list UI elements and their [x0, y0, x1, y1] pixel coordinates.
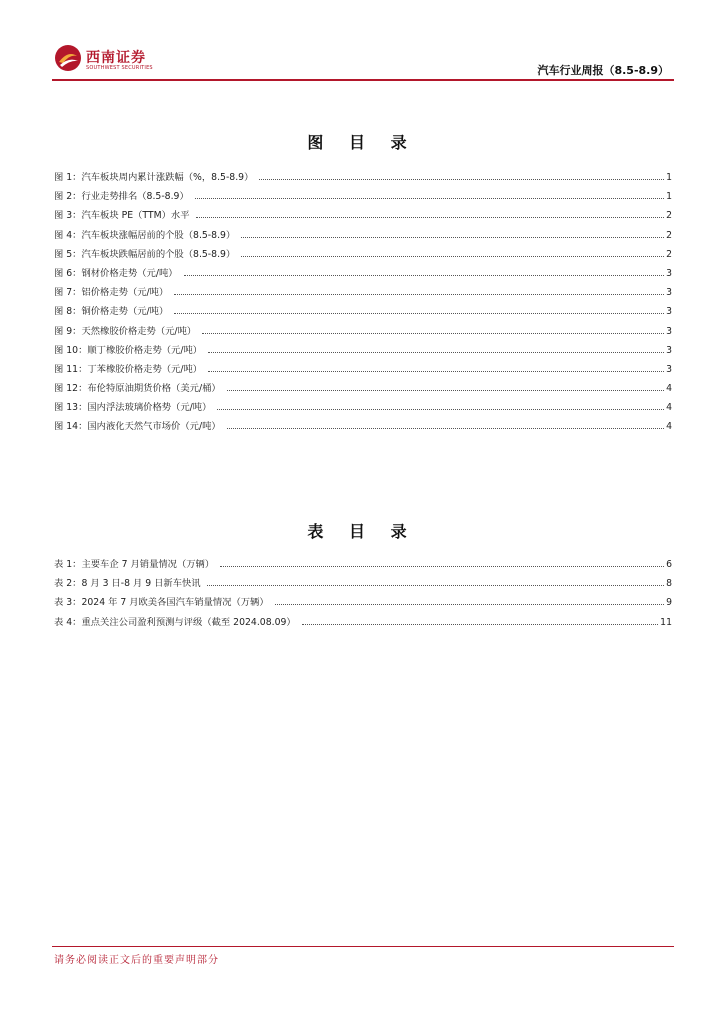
figure-toc-entry[interactable]	[54, 323, 672, 342]
figure-toc-entry[interactable]	[54, 361, 672, 380]
figure-toc-entry[interactable]	[54, 418, 672, 437]
dot-leader	[196, 216, 665, 218]
page-header	[0, 0, 724, 82]
figure-toc-entry-label: 图 14：国内液化天然气市场价（元/吨）	[54, 421, 221, 433]
dot-leader	[241, 255, 664, 257]
table-toc-entry-label: 表 3：2024 年 7 月欧美各国汽车销量情况（万辆）	[54, 597, 269, 609]
dot-leader	[195, 197, 664, 199]
dot-leader	[208, 351, 664, 353]
dot-leader	[174, 293, 664, 295]
dot-leader	[202, 332, 664, 334]
figure-toc-entry-page: 3	[666, 363, 672, 375]
figure-toc-entry-label: 图 3：汽车板块 PE（TTM）水平	[54, 210, 190, 222]
table-toc-entry-label: 表 1：主要车企 7 月销量情况（万辆）	[54, 559, 215, 570]
dot-leader	[217, 408, 664, 410]
figure-toc-entry-label: 图 9：天然橡胶价格走势（元/吨）	[54, 325, 197, 337]
table-toc-entry-page: 11	[660, 616, 672, 628]
figure-toc-entry[interactable]	[54, 399, 672, 418]
dot-leader	[275, 603, 664, 605]
figure-toc-entry-page: 2	[666, 229, 672, 241]
figure-toc-entry[interactable]	[54, 169, 672, 188]
tables-toc-list	[54, 556, 672, 633]
figure-toc-entry-label: 图 12：布伦特原油期货价格（美元/桶）	[54, 383, 221, 395]
figures-toc-title: 图 目 录	[307, 133, 417, 152]
figure-toc-entry-page: 2	[666, 210, 672, 222]
figure-toc-entry-page: 3	[666, 306, 672, 318]
figure-toc-entry-page: 2	[666, 248, 672, 260]
header-divider	[52, 79, 674, 81]
figure-toc-entry-label: 图 5：汽车板块跌幅居前的个股（8.5-8.9）	[54, 248, 236, 260]
figure-toc-entry[interactable]	[54, 265, 672, 284]
figure-toc-entry-page: 3	[666, 267, 672, 279]
figure-toc-entry-page: 3	[666, 287, 672, 299]
table-toc-entry[interactable]	[54, 614, 672, 633]
figure-toc-entry-label: 图 4：汽车板块涨幅居前的个股（8.5-8.9）	[54, 229, 236, 241]
figure-toc-entry-label: 图 1：汽车板块周内累计涨跌幅（%，8.5-8.9）	[54, 172, 254, 183]
table-toc-entry-label: 表 4：重点关注公司盈利预测与评级（截至 2024.08.09）	[54, 616, 296, 628]
figure-toc-entry[interactable]	[54, 188, 672, 207]
footer-divider	[52, 946, 674, 947]
figure-toc-entry[interactable]	[54, 246, 672, 265]
table-toc-entry-label: 表 2：8 月 3 日-8 月 9 日新车快讯	[54, 578, 201, 590]
figures-toc-list	[54, 169, 672, 438]
figure-toc-entry-label: 图 7：铝价格走势（元/吨）	[54, 287, 169, 299]
figure-toc-entry-label: 图 13：国内浮法玻璃价格势（元/吨）	[54, 402, 212, 414]
dot-leader	[208, 370, 664, 372]
dot-leader	[259, 178, 664, 180]
table-toc-entry-page: 6	[666, 559, 672, 570]
figure-toc-entry[interactable]	[54, 227, 672, 246]
figure-toc-entry-label: 图 10：顺丁橡胶价格走势（元/吨）	[54, 344, 203, 356]
disclaimer-note: 请务必阅读正文后的重要声明部分	[54, 955, 219, 966]
figure-toc-entry[interactable]	[54, 207, 672, 226]
figure-toc-entry[interactable]	[54, 342, 672, 361]
logo-text-cn: 西南证券	[86, 50, 146, 66]
figure-toc-entry-page: 3	[666, 325, 672, 337]
report-title: 汽车行业周报（8.5-8.9）	[537, 64, 669, 77]
figure-toc-entry-page: 4	[666, 421, 672, 433]
dot-leader	[302, 623, 658, 625]
figure-toc-entry-label: 图 11：丁苯橡胶价格走势（元/吨）	[54, 363, 203, 375]
figure-toc-entry[interactable]	[54, 380, 672, 399]
figure-toc-entry-page: 4	[666, 383, 672, 395]
figure-toc-entry-page: 3	[666, 344, 672, 356]
table-toc-entry[interactable]	[54, 594, 672, 613]
figure-toc-entry-page: 1	[666, 172, 672, 183]
figure-toc-entry-label: 图 6：钢材价格走势（元/吨）	[54, 267, 178, 279]
logo-text-en: SOUTHWEST SECURITIES	[86, 65, 153, 71]
tables-toc-title: 表 目 录	[307, 522, 417, 541]
dot-leader	[220, 565, 664, 567]
figure-toc-entry-page: 4	[666, 402, 672, 414]
dot-leader	[227, 427, 664, 429]
figure-toc-entry-page: 1	[666, 191, 672, 203]
dot-leader	[207, 584, 664, 586]
dot-leader	[241, 236, 664, 238]
table-toc-entry-page: 9	[666, 597, 672, 609]
logo-emblem-icon	[54, 44, 82, 72]
table-toc-entry[interactable]	[54, 575, 672, 594]
figure-toc-entry-label: 图 8：铜价格走势（元/吨）	[54, 306, 169, 318]
dot-leader	[227, 389, 664, 391]
figure-toc-entry[interactable]	[54, 303, 672, 322]
figure-toc-entry-label: 图 2：行业走势排名（8.5-8.9）	[54, 191, 189, 203]
company-logo	[54, 44, 174, 74]
table-toc-entry-page: 8	[666, 578, 672, 590]
dot-leader	[174, 312, 664, 314]
figure-toc-entry[interactable]	[54, 284, 672, 303]
dot-leader	[184, 274, 665, 276]
table-toc-entry[interactable]	[54, 556, 672, 575]
